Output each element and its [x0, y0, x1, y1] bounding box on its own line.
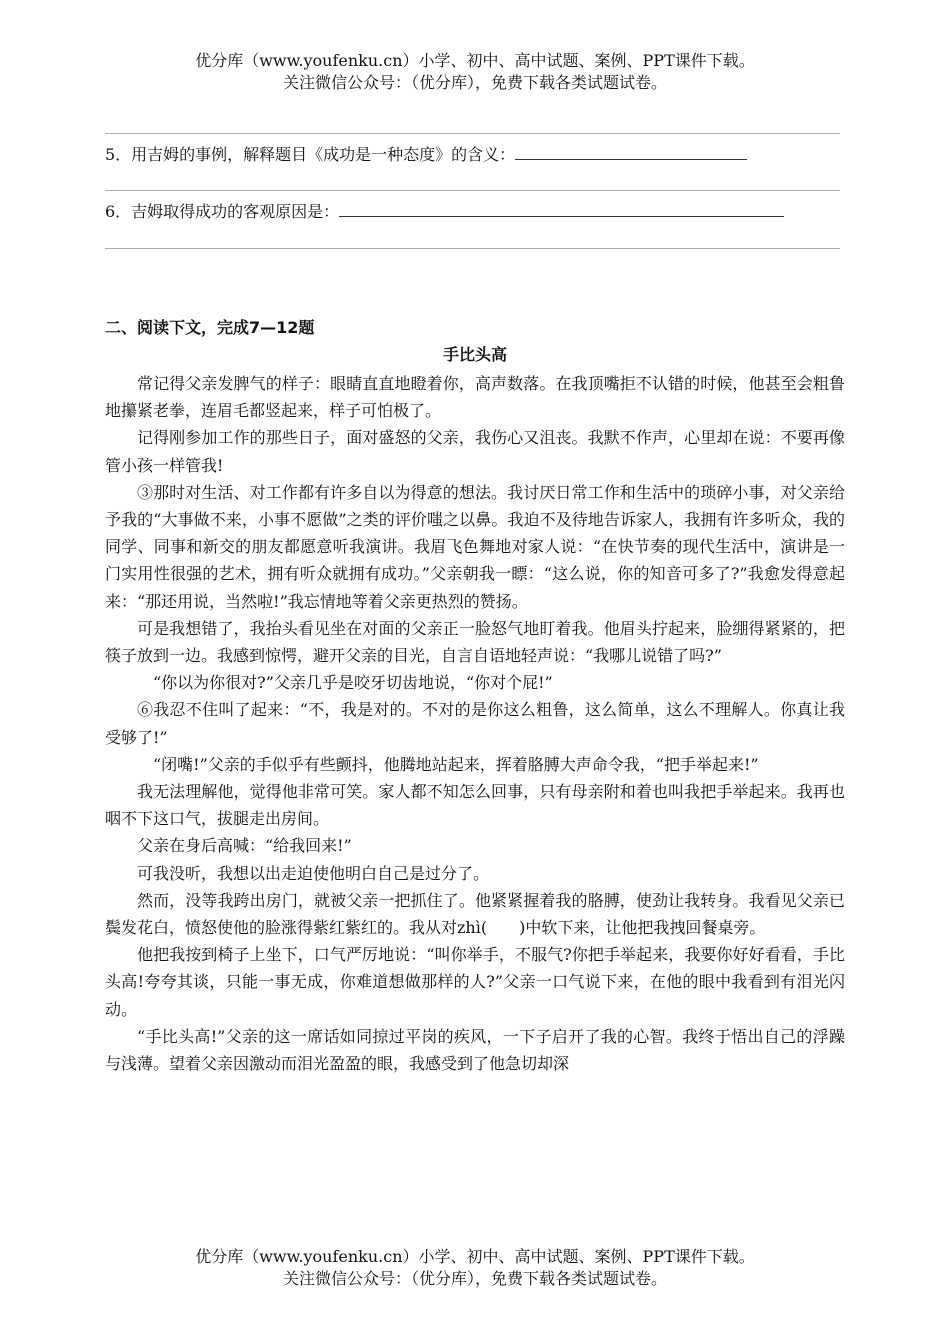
- paragraph: 记得刚参加工作的那些日子，面对盛怒的父亲，我伤心又沮丧。我默不作声，心里却在说：不要再像管小孩一样管我!: [105, 428, 845, 475]
- page-footer: [0, 1246, 950, 1290]
- paragraph: “你以为你很对?”父亲几乎是咬牙切齿地说，“你对个屁!”: [153, 673, 553, 693]
- question-6: [105, 199, 840, 225]
- paragraph: 我无法理解他，觉得他非常可笑。家人都不知怎么回事，只有母亲附和着也叫我把手举起来。我再也咽不下这口气，拔腿走出房间。: [105, 782, 845, 829]
- question-6-answer-blank[interactable]: [339, 200, 784, 217]
- paragraph: 父亲在身后高喊：“给我回来!”: [137, 836, 352, 856]
- paragraph: 可我没听，我想以出走迫使他明白自己是过分了。: [137, 863, 490, 883]
- paragraph: “闭嘴!”父亲的手似乎有些颤抖，他腾地站起来，挥着胳膊大声命令我，“把手举起来!”: [153, 754, 759, 774]
- paragraph: 他把我按到椅子上坐下，口气严厉地说：“叫你举手，不服气?你把手举起来，我要你好好看看，手比头高!夸夸其谈，只能一事无成，你难道想做那样的人?”父亲一口气说下来，在他的眼中我看到有泪光闪动。: [105, 945, 845, 1019]
- question-5: [105, 142, 840, 168]
- header-line-2: 关注微信公众号：（优分库），免费下载各类试题试卷。: [282, 73, 667, 92]
- article-title: 手比头高: [442, 345, 507, 364]
- footer-line-2: 关注微信公众号：（优分库），免费下载各类试题试卷。: [282, 1269, 667, 1288]
- question-5-answer-blank[interactable]: [515, 143, 747, 160]
- paragraph: “手比头高!”父亲的这一席话如同掠过平岗的疾风，一下子启开了我的心智。我终于悟出自己的浮躁与浅薄。望着父亲因激动而泪光盈盈的眼，我感受到了他急切却深: [105, 1026, 845, 1074]
- paragraph: 常记得父亲发脾气的样子：眼睛直直地瞪着你，高声数落。在我顶嘴拒不认错的时候，他甚至会粗鲁地攥紧老拳，连眉毛都竖起来，样子可怕极了。: [105, 374, 845, 421]
- paragraph: ③那时对生活、对工作都有许多自以为得意的想法。我讨厌日常工作和生活中的琐碎小事，对父亲给予我的“大事做不来，小事不愿做”之类的评价嗤之以鼻。我迫不及待地告诉家人，我拥有许多听众，我的同学、同事和新交的朋友都愿意听我演讲。我眉飞色舞地对家人说：“在快节奏的现代生活中，演讲是一门实用性很强的艺术，拥有听众就拥有成功。”父亲朝我一瞟：“这么说，你的知音可多了?”我愈发得意起来：“那还用说，当然啦!”我忘情地等着父亲更热烈的赞扬。: [105, 482, 845, 611]
- answer-line: [105, 190, 840, 191]
- question-6-text: 6．吉姆取得成功的客观原因是：: [105, 202, 340, 221]
- section-heading: 二、阅读下文，完成7—12题: [105, 318, 315, 337]
- question-5-text: 5．用吉姆的事例，解释题目《成功是一种态度》的含义：: [105, 145, 516, 164]
- answer-line: [105, 133, 840, 134]
- paragraph: ⑥我忍不住叫了起来：“不，我是对的。不对的是你这么粗鲁，这么简单，这么不理解人。你真让我受够了!”: [105, 700, 845, 747]
- paragraph: 可是我想错了，我抬头看见坐在对面的父亲正一脸怒气地盯着我。他眉头拧起来，脸绷得紧紧的，把筷子放到一边。我感到惊愕，避开父亲的目光，自言自语地轻声说：“我哪儿说错了吗?”: [105, 618, 845, 666]
- answer-line: [105, 248, 840, 249]
- page-header: [0, 50, 950, 94]
- article-body: [105, 370, 845, 1077]
- paragraph: 然而，没等我跨出房门，就被父亲一把抓住了。他紧紧握着我的胳膊，使劲让我转身。我看见父亲已鬓发花白，愤怒使他的脸涨得紫红紫红的。我从对zhì( )中软下来，让他把我拽回餐桌旁。: [105, 890, 845, 938]
- header-line-1: 优分库（www.youfenku.cn）小学、初中、高中试题、案例、PPT课件下载。: [195, 51, 755, 70]
- footer-line-1: 优分库（www.youfenku.cn）小学、初中、高中试题、案例、PPT课件下载。: [195, 1247, 755, 1266]
